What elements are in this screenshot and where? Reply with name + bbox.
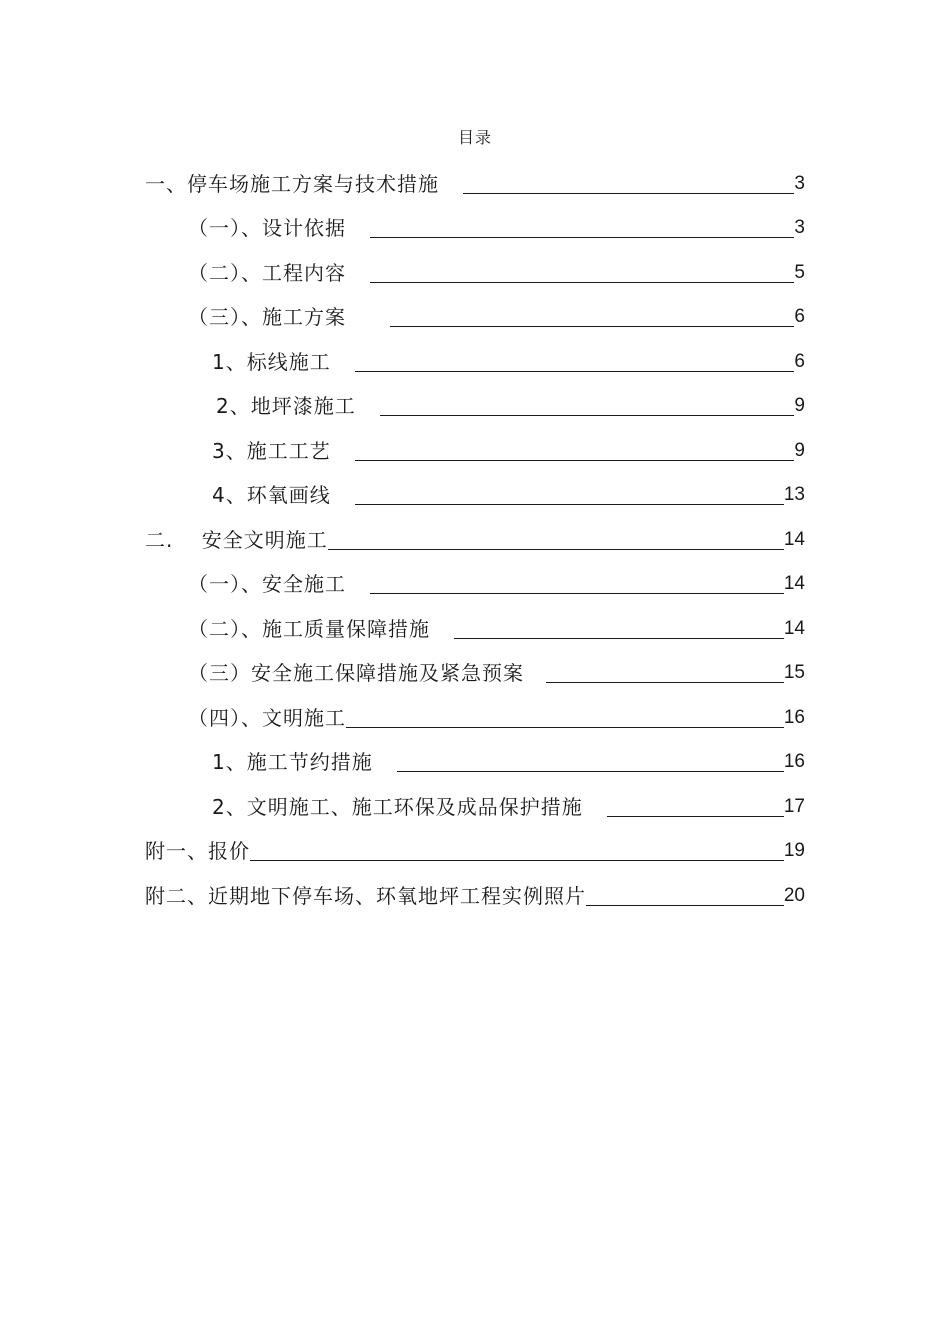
toc-leader-line bbox=[250, 838, 784, 861]
toc-entry-label: 4、环氧画线 bbox=[212, 483, 331, 507]
toc-entry[interactable] bbox=[212, 781, 805, 821]
toc-entry-page: 14 bbox=[783, 618, 805, 639]
toc-entry-page: 16 bbox=[783, 751, 805, 772]
toc-entry[interactable] bbox=[212, 425, 805, 465]
toc-leader-line bbox=[355, 349, 795, 372]
toc-entry-page: 15 bbox=[783, 662, 805, 683]
toc-leader-line bbox=[397, 749, 784, 772]
toc-entry-label: 1、施工节约措施 bbox=[212, 750, 373, 774]
toc-entry-page: 3 bbox=[794, 217, 805, 238]
toc-leader-line bbox=[607, 794, 784, 817]
toc-entry-label: 一、停车场施工方案与技术措施 bbox=[145, 172, 439, 196]
toc-entry[interactable] bbox=[188, 291, 805, 331]
toc-leader-line bbox=[328, 527, 784, 550]
toc-entry[interactable] bbox=[216, 380, 805, 420]
toc-entry-label: 2、文明施工、施工环保及成品保护措施 bbox=[212, 795, 583, 819]
toc-entry-label: （二）、工程内容 bbox=[188, 261, 346, 285]
toc-entry[interactable] bbox=[188, 647, 805, 687]
toc-entry-label: 3、施工工艺 bbox=[212, 439, 331, 463]
toc-entry[interactable] bbox=[188, 558, 805, 598]
toc-leader-line bbox=[454, 616, 784, 639]
toc-entry-page: 6 bbox=[794, 351, 805, 372]
toc-entry-label: 附一、报价 bbox=[145, 839, 250, 863]
toc-entry-page: 20 bbox=[783, 885, 805, 906]
toc-leader-line bbox=[370, 260, 794, 283]
toc-entry[interactable] bbox=[212, 336, 805, 376]
toc-entry-label: 2、地坪漆施工 bbox=[216, 394, 356, 418]
toc-leader-line bbox=[370, 215, 794, 238]
toc-entry-page: 16 bbox=[783, 707, 805, 728]
toc-leader-line bbox=[586, 883, 784, 906]
toc-leader-line bbox=[370, 571, 784, 594]
toc-entry-label: （二）、施工质量保障措施 bbox=[188, 617, 430, 641]
toc-leader-line bbox=[355, 438, 795, 461]
toc-entry-label: 1、标线施工 bbox=[212, 350, 331, 374]
toc-entry-page: 17 bbox=[783, 796, 805, 817]
toc-entry-page: 9 bbox=[794, 395, 805, 416]
toc-title: 目录 bbox=[457, 128, 492, 147]
toc-leader-line bbox=[346, 705, 784, 728]
toc-entry[interactable] bbox=[212, 736, 805, 776]
toc-entry-label: （四）、文明施工 bbox=[188, 706, 346, 730]
toc-leader-line bbox=[390, 304, 794, 327]
toc-entry-label: 二. 安全文明施工 bbox=[145, 528, 328, 552]
toc-leader-line bbox=[546, 660, 784, 683]
toc-entry[interactable] bbox=[145, 825, 805, 865]
toc-entry[interactable] bbox=[188, 692, 805, 732]
toc-entry[interactable] bbox=[212, 469, 805, 509]
toc-entry-label: （一）、安全施工 bbox=[188, 572, 346, 596]
toc-entry-label: （三）安全施工保障措施及紧急预案 bbox=[188, 661, 524, 685]
toc-entry-page: 6 bbox=[794, 306, 805, 327]
toc-entry-page: 13 bbox=[783, 484, 805, 505]
toc-entry[interactable] bbox=[145, 870, 805, 910]
toc-entry-page: 14 bbox=[783, 529, 805, 550]
toc-leader-line bbox=[463, 171, 794, 194]
toc-entry-label: （三）、施工方案 bbox=[188, 305, 346, 329]
toc-entry[interactable] bbox=[188, 202, 805, 242]
toc-entry[interactable] bbox=[145, 158, 805, 198]
toc-entry-label: （一）、设计依据 bbox=[188, 216, 346, 240]
toc-entry-page: 3 bbox=[794, 173, 805, 194]
toc-leader-line bbox=[380, 393, 795, 416]
toc-entry-page: 19 bbox=[783, 840, 805, 861]
toc-entry[interactable] bbox=[188, 603, 805, 643]
toc-entry[interactable] bbox=[188, 247, 805, 287]
toc-entry-page: 9 bbox=[794, 440, 805, 461]
toc-entry[interactable] bbox=[145, 514, 805, 554]
toc-entry-label: 附二、近期地下停车场、环氧地坪工程实例照片 bbox=[145, 884, 586, 908]
toc-entry-page: 14 bbox=[783, 573, 805, 594]
toc-entry-page: 5 bbox=[794, 262, 805, 283]
toc-leader-line bbox=[355, 482, 784, 505]
